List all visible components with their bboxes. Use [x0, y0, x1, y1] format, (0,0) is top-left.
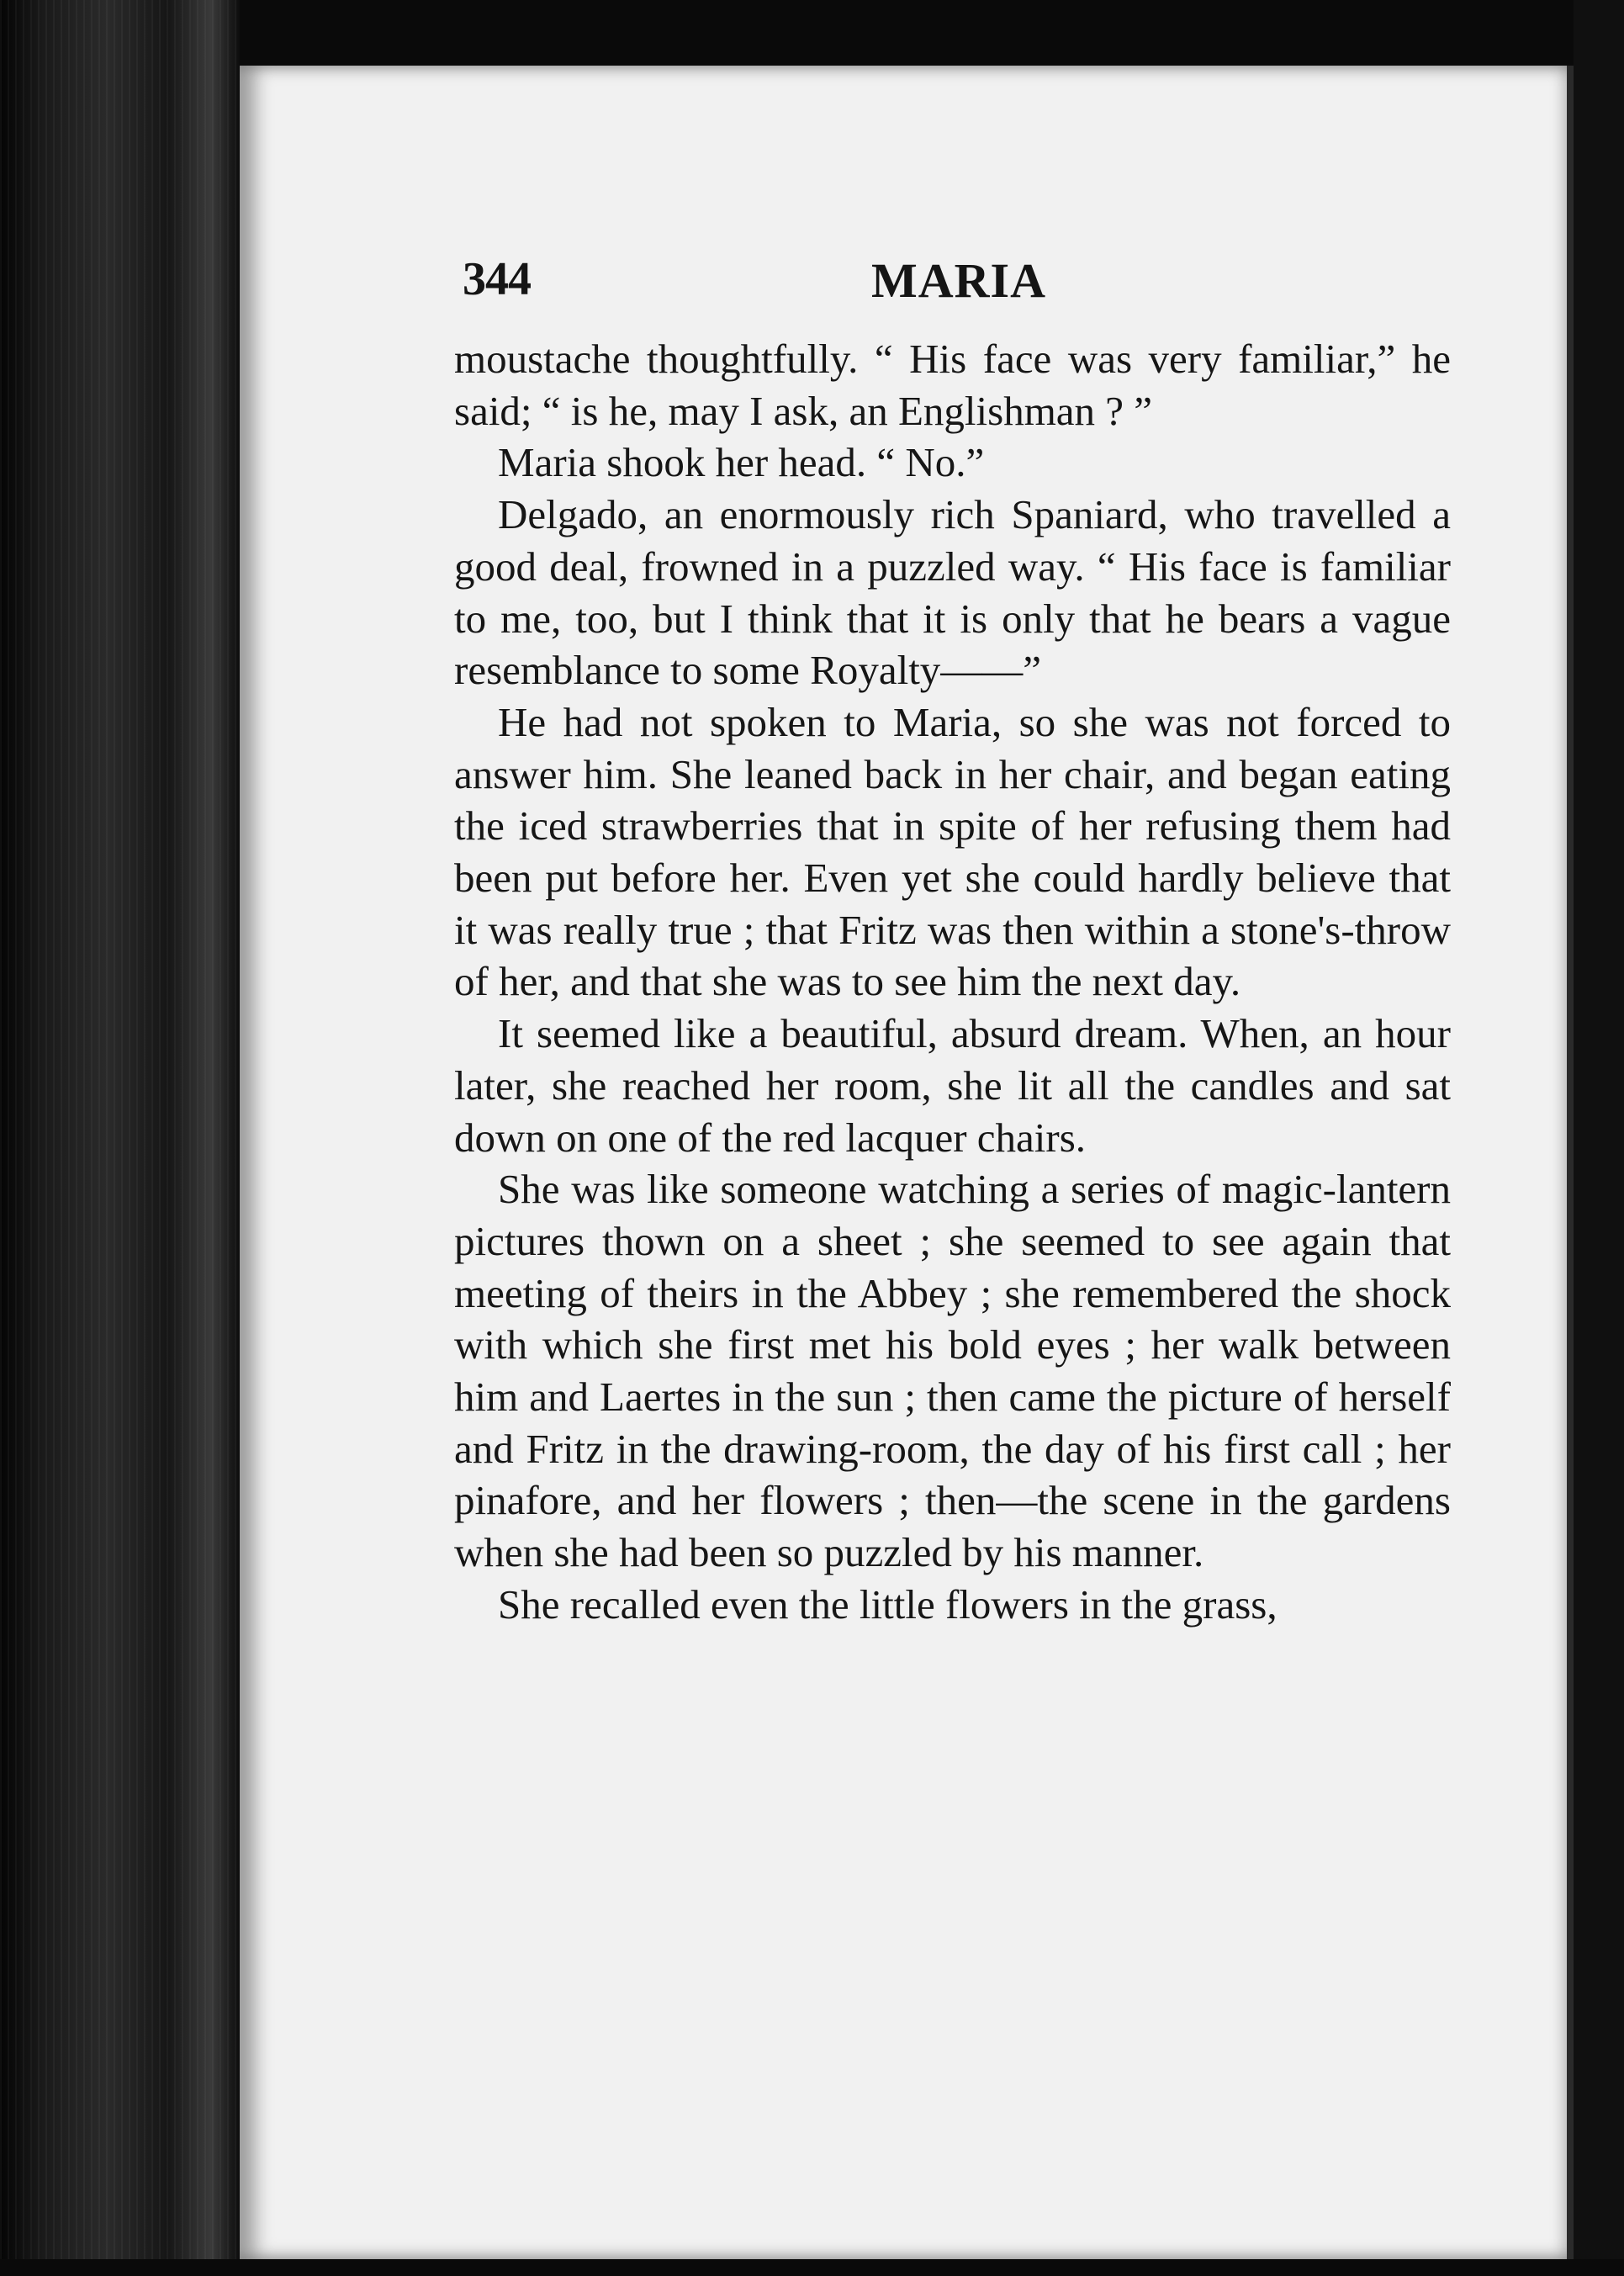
running-title: MARIA: [871, 253, 1046, 308]
scan-border-top: [0, 0, 1624, 66]
book-page: [240, 66, 1574, 2259]
paragraph: moustache thoughtfully. “ His face was very familiar,” he said; “ is he, may I ask, an Englishman ? ”: [454, 336, 1451, 434]
page-number: 344: [463, 253, 531, 305]
paragraph: She was like someone watching a series of magic-lantern pictures thown on a sheet ; she seemed to see again that meeting of theirs in the Abbey ; she remembered the shock with which she first met his bold eyes ; her walk between him and Laertes in the sun ; then came the picture of herself and Fritz in the drawing-room, the day of his first call ; her pinafore, and her flowers ; then—the scene in the gardens when she had been so puzzled by his manner.: [454, 1166, 1451, 1576]
page-header: [463, 252, 1455, 320]
body-text: [454, 333, 1451, 1631]
paragraph: Delgado, an enormously rich Spaniard, who travelled a good deal, frowned in a puzzled way. “ His face is familiar to me, too, but I think that it is only that he bears a vague resemblance to some Royalty——”: [454, 491, 1451, 694]
page-edge: [1567, 66, 1574, 2259]
paragraph: It seemed like a beautiful, absurd dream. When, an hour later, she reached her room, she lit all the candles and sat down on one of the red lacquer chairs.: [454, 1010, 1451, 1161]
scan-streaks: [0, 0, 240, 2276]
paragraph: Maria shook her head. “ No.”: [498, 439, 985, 486]
scan-border-bottom: [0, 2259, 1624, 2276]
paragraph: He had not spoken to Maria, so she was not forced to answer him. She leaned back in her chair, and began eating the iced strawberries that in spite of her refusing them had been put before her. Even yet she could hardly believe that it was really true ; that Fritz was then within a stone's-throw of her, and that she was to see him the next day.: [454, 698, 1451, 1005]
paragraph: She recalled even the little flowers in the grass,: [498, 1580, 1278, 1628]
scan-border-right: [1574, 0, 1624, 2276]
